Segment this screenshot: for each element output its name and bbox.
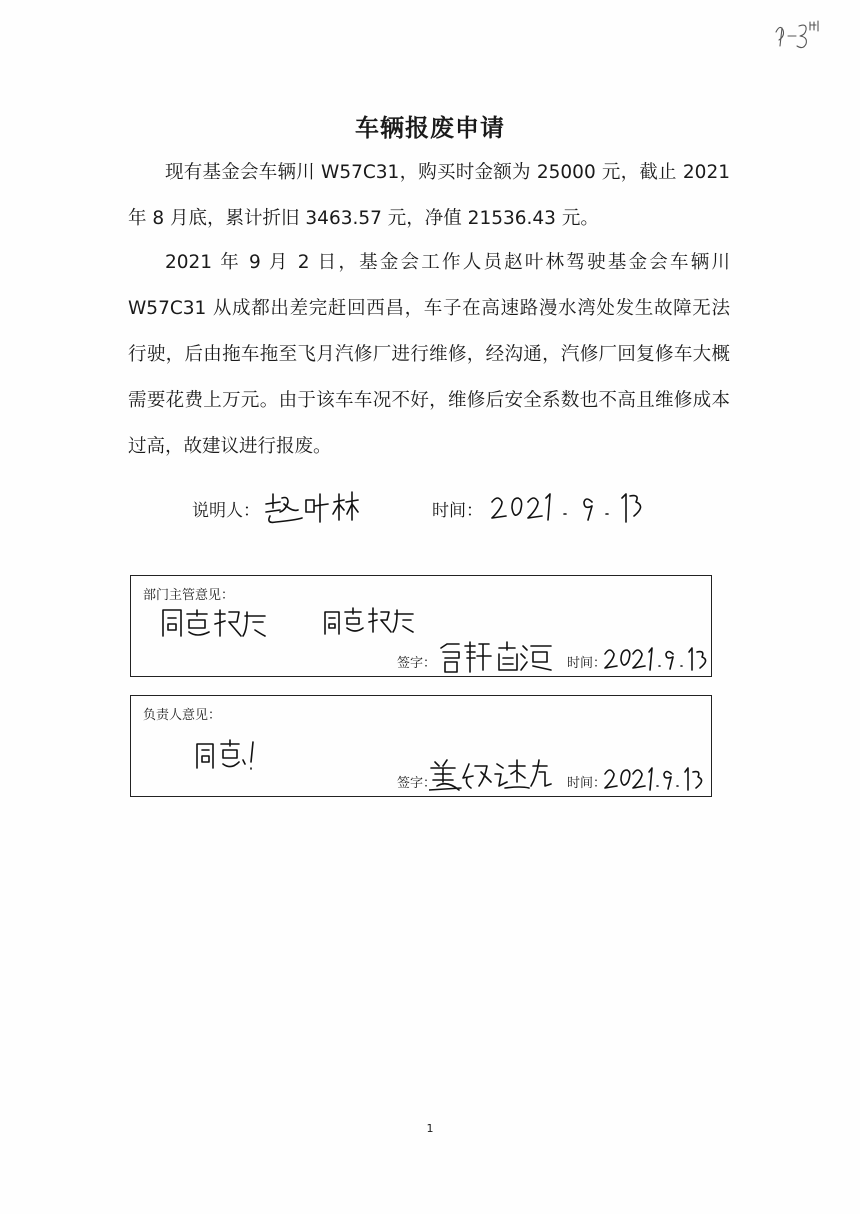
paragraph-vehicle-value: 现有基金会车辆川 W57C31，购买时金额为 25000 元，截止 2021 年 8 月底，累计折旧 3463.57 元，净值 21536.43 元。 <box>128 162 730 229</box>
department-opinion-handwriting-2 <box>321 606 421 636</box>
leader-opinion-box <box>130 695 712 797</box>
department-opinion-title: 部门主管意见： <box>143 588 235 603</box>
department-manager-signature <box>437 638 557 676</box>
leader-sign-label: 签字： <box>397 776 437 791</box>
department-opinion-box <box>130 575 712 677</box>
leader-time-handwritten <box>603 762 703 792</box>
leader-time-label: 时间： <box>567 776 607 791</box>
leader-signature <box>429 756 557 794</box>
handwritten-corner-annotation <box>768 18 828 58</box>
statement-time-label: 时间： <box>432 501 483 521</box>
department-time-handwritten <box>603 642 707 672</box>
department-sign-label: 签字： <box>397 656 437 671</box>
statement-time-handwritten <box>488 486 648 532</box>
page-title: 车辆报废申请 <box>355 114 505 142</box>
department-opinion-handwriting-1 <box>159 606 269 640</box>
paragraph-incident-description: 2021 年 9 月 2 日，基金会工作人员赵叶林驾驶基金会车辆川 W57C31 从成都出差完赶回西昌，车子在高速路漫水湾处发生故障无法行驶，后由拖车拖至飞月汽修厂进行维修，经沟通，汽修厂回复修车大概需要花费上万元。由于该车车况不好，维修后安全系数也不高且维修成本过高，故建议进行报废。 <box>128 252 730 457</box>
explainer-signature <box>262 486 362 532</box>
department-time-label: 时间： <box>567 656 607 671</box>
leader-opinion-handwriting <box>193 738 263 772</box>
leader-opinion-title: 负责人意见： <box>143 708 222 723</box>
page-number: 1 <box>426 1122 434 1135</box>
explainer-label: 说明人： <box>192 501 260 521</box>
statement-row <box>0 486 860 536</box>
